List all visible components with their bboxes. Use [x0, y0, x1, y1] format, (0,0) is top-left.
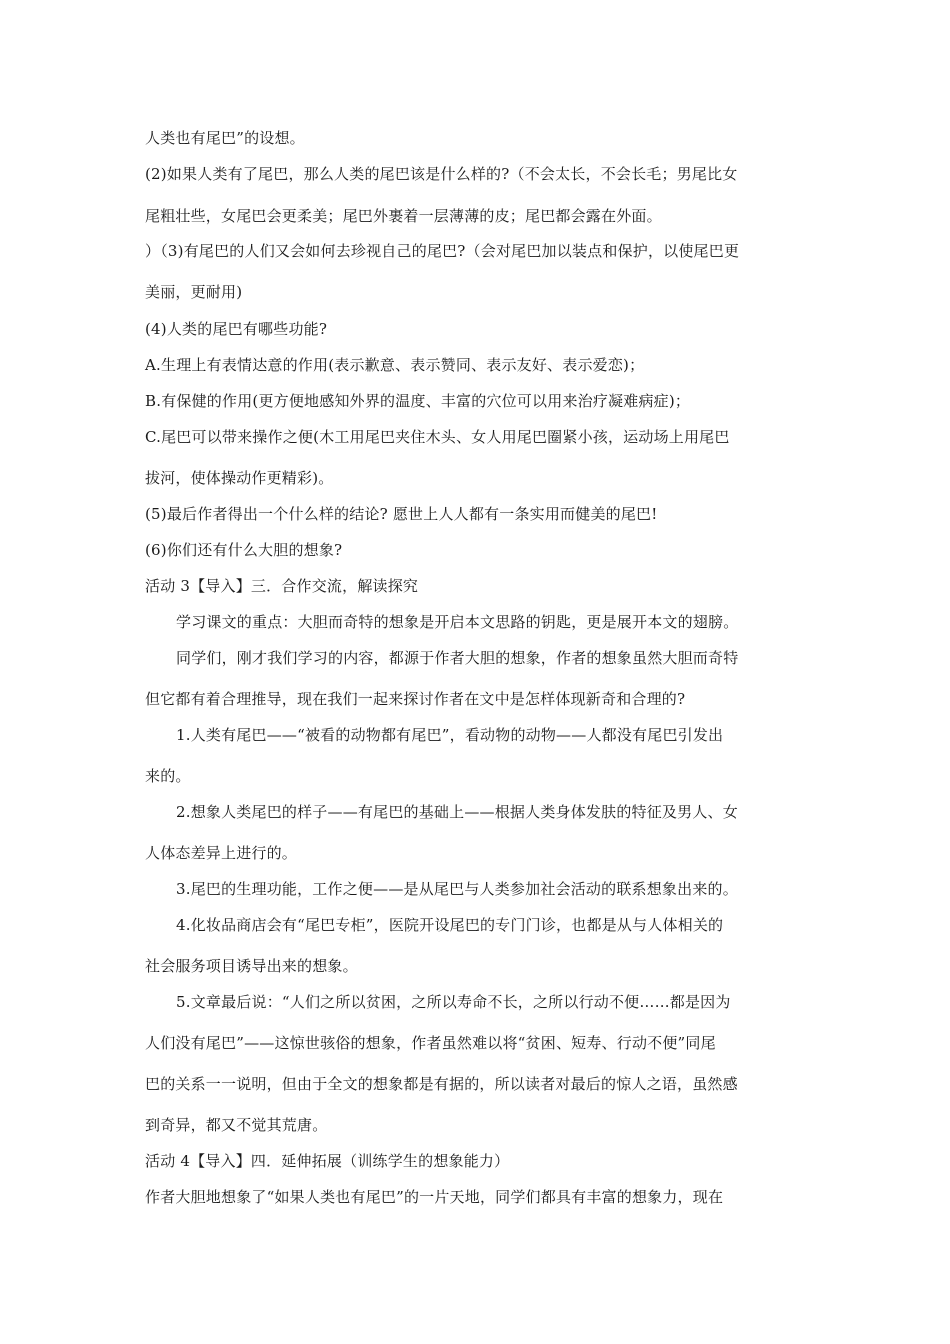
- text-line: 巴的关系一一说明，但由于全文的想象都是有据的，所以读者对最后的惊人之语，虽然感: [145, 1075, 738, 1093]
- text-line: 拔河，使体操动作更精彩)。: [145, 469, 334, 487]
- text-line: 人类也有尾巴”的设想。: [145, 129, 305, 147]
- text-line: 到奇异，都又不觉其荒唐。: [145, 1116, 328, 1134]
- text-line: (4)人类的尾巴有哪些功能?: [145, 320, 328, 338]
- text-line: 但它都有着合理推导，现在我们一起来探讨作者在文中是怎样体现新奇和合理的?: [145, 690, 686, 708]
- text-line: 尾粗壮些，女尾巴会更柔美；尾巴外裹着一层薄薄的皮；尾巴都会露在外面。: [145, 207, 662, 225]
- section-heading: 活动 3【导入】三．合作交流，解读探究: [145, 577, 419, 595]
- text-line: 人体态差异上进行的。: [145, 844, 298, 862]
- text-line: 同学们，刚才我们学习的内容，都源于作者大胆的想象，作者的想象虽然大胆而奇特: [176, 649, 739, 667]
- text-line: (6)你们还有什么大胆的想象?: [145, 541, 343, 559]
- text-line: A.生理上有表情达意的作用(表示歉意、表示赞同、表示友好、表示爱恋)；: [145, 356, 645, 374]
- text-line: (5)最后作者得出一个什么样的结论? 愿世上人人都有一条实用而健美的尾巴!: [145, 505, 658, 523]
- text-line: C.尾巴可以带来操作之便(木工用尾巴夹住木头、女人用尾巴圈紧小孩，运动场上用尾巴: [145, 428, 730, 446]
- text-line: 人们没有尾巴”——这惊世骇俗的想象，作者虽然难以将“贫困、短寿、行动不便”同尾: [145, 1034, 716, 1052]
- text-line: 4.化妆品商店会有“尾巴专柜”，医院开设尾巴的专门门诊，也都是从与人体相关的: [176, 916, 724, 934]
- text-line: 2.想象人类尾巴的样子——有尾巴的基础上——根据人类身体发肤的特征及男人、女: [176, 803, 738, 821]
- text-line: 1.人类有尾巴——“被看的动物都有尾巴”，看动物的动物——人都没有尾巴引发出: [176, 726, 724, 744]
- section-heading: 活动 4【导入】四．延伸拓展（训练学生的想象能力）: [145, 1152, 510, 1170]
- text-line: B.有保健的作用(更方便地感知外界的温度、丰富的穴位可以用来治疗凝难病症)；: [145, 392, 691, 410]
- text-line: 学习课文的重点：大胆而奇特的想象是开启本文思路的钥匙，更是展开本文的翅膀。: [176, 613, 739, 631]
- text-line: 5.文章最后说：“人们之所以贫困，之所以寿命不长，之所以行动不便……都是因为: [176, 993, 731, 1011]
- text-line: ）（3)有尾巴的人们又会如何去珍视自己的尾巴?（会对尾巴加以装点和保护，以使尾巴更: [145, 242, 740, 260]
- text-line: (2)如果人类有了尾巴，那么人类的尾巴该是什么样的?（不会太长，不会长毛；男尾比女: [145, 165, 738, 183]
- text-line: 美丽，更耐用): [145, 283, 243, 301]
- text-line: 3.尾巴的生理功能，工作之便——是从尾巴与人类参加社会活动的联系想象出来的。: [176, 880, 738, 898]
- text-line: 社会服务项目诱导出来的想象。: [145, 957, 358, 975]
- text-line: 来的。: [145, 767, 191, 785]
- text-line: 作者大胆地想象了“如果人类也有尾巴”的一片天地，同学们都具有丰富的想象力，现在: [145, 1188, 724, 1206]
